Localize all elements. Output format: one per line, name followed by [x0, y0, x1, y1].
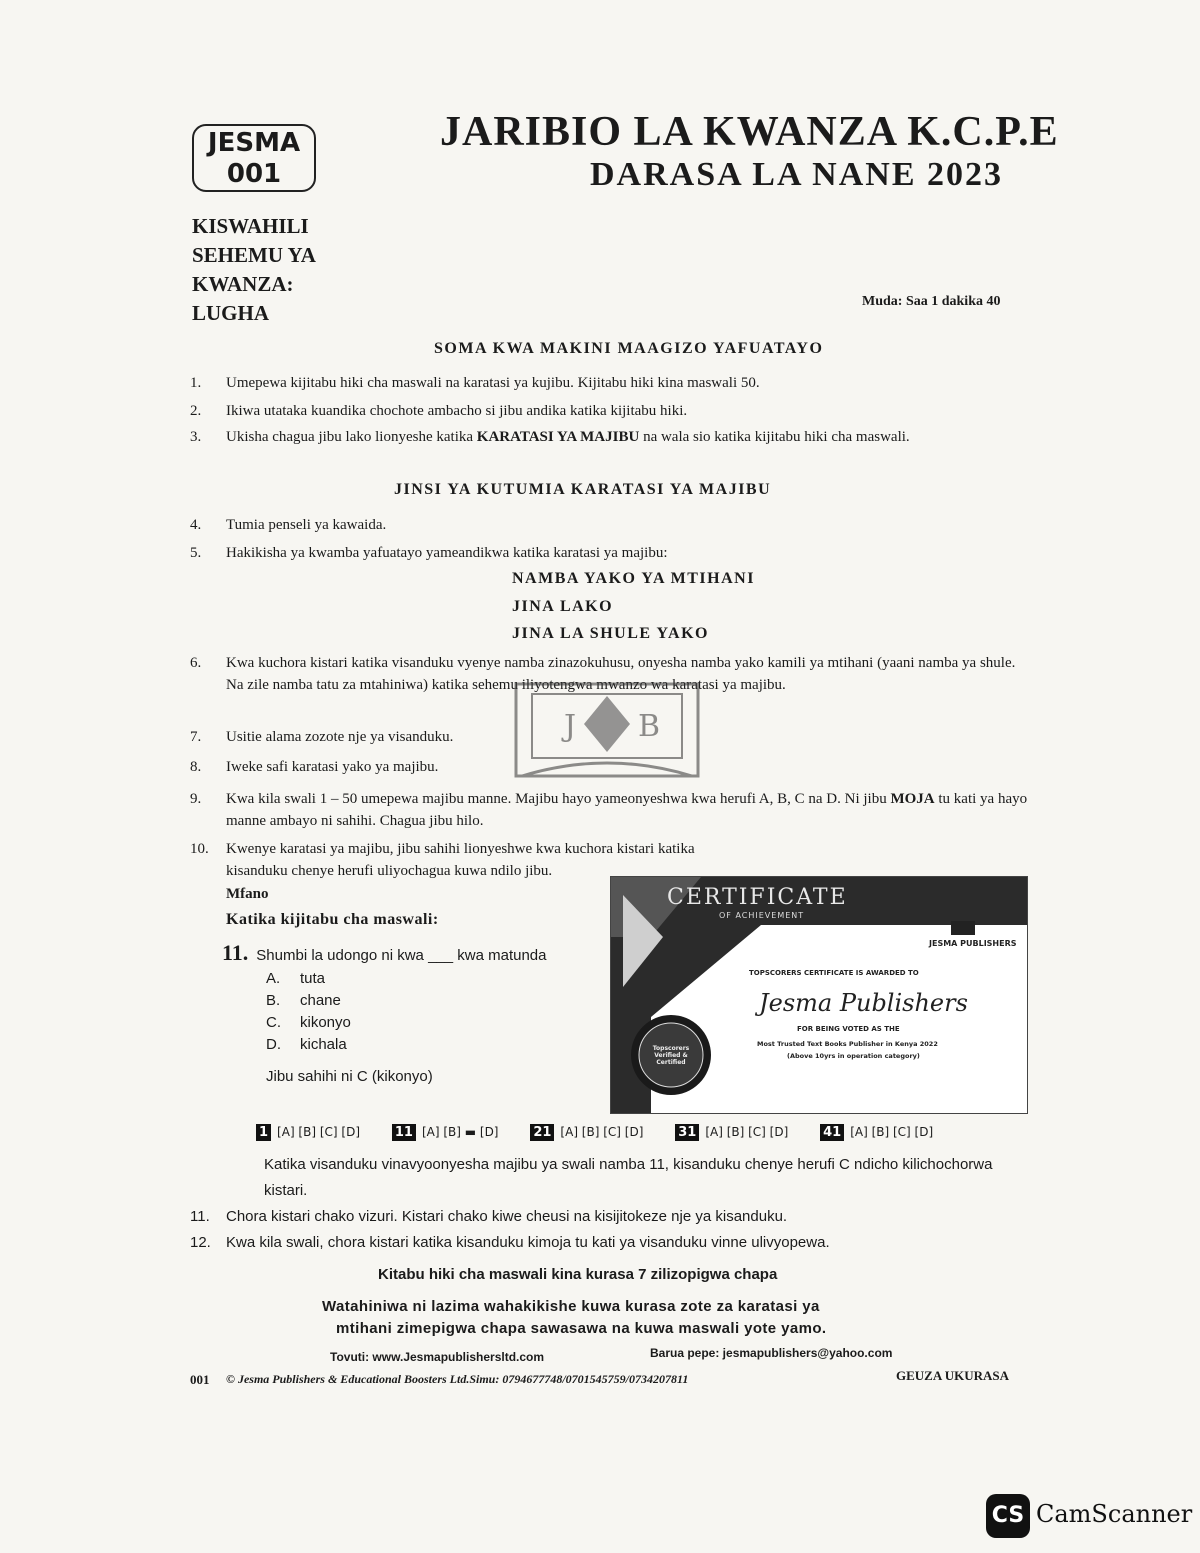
answer-options: [A] [B] [C] [D] [277, 1125, 361, 1139]
answer-number: 11 [392, 1124, 416, 1141]
instruction-item [190, 426, 1030, 448]
option-item [266, 1012, 351, 1034]
item-text: Ukisha chagua jibu lako lionyeshe katika [226, 429, 474, 445]
option-item [266, 968, 351, 990]
page-count-note: Kitabu hiki cha maswali kina kurasa 7 zilizopigwa chapa [378, 1266, 778, 1283]
option-letter: C. [266, 1014, 281, 1031]
item-number: 8. [190, 759, 202, 775]
option-letter: A. [266, 970, 281, 987]
instruction-item [190, 1232, 1030, 1254]
instruction-item [190, 788, 1030, 832]
example-label: Mfano [226, 886, 269, 902]
answer-sheet-example [256, 1124, 961, 1141]
option-text: kikonyo [300, 1014, 351, 1031]
exam-title: JARIBIO LA KWANZA K.C.P.E [440, 109, 1059, 155]
instruction-item [190, 372, 1030, 394]
option-text: kichala [300, 1036, 347, 1053]
answer-row [530, 1124, 643, 1141]
subject-line: KISWAHILI [192, 214, 309, 238]
option-item [266, 990, 351, 1012]
item-text: Chora kistari chako vizuri. Kistari chako kiwe cheusi na kisijitokeze nje ya kisanduku. [226, 1208, 788, 1225]
item-number: 1. [190, 375, 202, 391]
subject-line: SEHEMU YA [192, 243, 316, 267]
certificate-seal: Topscorers Verified & Certified [652, 1045, 690, 1066]
footer-website: Tovuti: www.Jesmapublishersltd.com [330, 1350, 545, 1364]
example-options [266, 968, 351, 1056]
field-exam-number: NAMBA YAKO YA MTIHANI [512, 570, 755, 587]
option-letter: D. [266, 1036, 281, 1053]
svg-text:J: J [564, 709, 577, 744]
footer-copyright: © Jesma Publishers & Educational Boosters Ltd.Simu: 0794677748/0701545759/0734207811 [226, 1372, 689, 1386]
field-school: JINA LA SHULE YAKO [512, 625, 709, 642]
field-name: JINA LAKO [512, 598, 614, 615]
item-number: 2. [190, 403, 202, 419]
subject-line: LUGHA [192, 301, 270, 325]
item-number: 9. [190, 791, 202, 807]
instructions-heading: SOMA KWA MAKINI MAAGIZO YAFUATAYO [434, 340, 824, 357]
certificate-publisher: JESMA PUBLISHERS [929, 939, 1017, 948]
option-text: tuta [300, 970, 326, 987]
example-question [222, 940, 546, 966]
answer-number: 1 [256, 1124, 271, 1141]
option-letter: B. [266, 992, 281, 1009]
answer-options: [A] [B] [C] [D] [850, 1125, 934, 1139]
subject-label [192, 212, 316, 328]
certificate-recipient: Jesma Publishers [759, 989, 968, 1017]
instruction-item [190, 400, 1030, 422]
answer-options: [A] [B] [C] [D] [560, 1125, 644, 1139]
item-text: Iweke safi karatasi yako ya majibu. [226, 759, 439, 775]
instruction-item [190, 542, 1030, 564]
example-intro: Katika kijitabu cha maswali: [226, 911, 439, 928]
item-text: Umepewa kijitabu hiki cha maswali na karatasi ya kujibu. Kijitabu hiki kina maswali 50. [226, 375, 760, 391]
item-text: Kwa kila swali 1 – 50 umepewa majibu manne. Majibu hayo yameonyeshwa kwa herufi A, B, C na D. Ni jibu [226, 791, 887, 807]
item-number: 5. [190, 545, 202, 561]
exam-code-box [192, 124, 316, 192]
check-note-line2: mtihani zimepigwa chapa sawasawa na kuwa maswali yote yamo. [336, 1320, 827, 1337]
answer-number: 41 [820, 1124, 844, 1141]
certificate-category-note: (Above 10yrs in operation category) [787, 1052, 920, 1060]
answer-row [392, 1124, 499, 1141]
certificate-image [610, 876, 1028, 1114]
item-text: Kwa kuchora kistari katika visanduku vyenye namba zinazokuhusu, onyesha namba yako kamili ya mtihani (yaani namba ya shule. Na zile namba tatu za mtahiniwa) katika sehemu iliyotengwa mwanzo wa karatasi ya majibu. [226, 655, 1016, 693]
check-note-line1: Watahiniwa ni lazima wahakikishe kuwa kurasa zote za karatasi ya [322, 1298, 820, 1315]
instruction-item [190, 514, 1030, 536]
item-text: Tumia penseli ya kawaida. [226, 517, 387, 533]
option-item [266, 1034, 351, 1056]
certificate-awarded: TOPSCORERS CERTIFICATE IS AWARDED TO [749, 969, 919, 977]
item-number: 10. [190, 841, 209, 857]
item-text: Hakikisha ya kwamba yafuatayo yameandikwa katika karatasi ya majibu: [226, 545, 668, 561]
answer-row [820, 1124, 933, 1141]
item-text: Kwenye karatasi ya majibu, jibu sahihi lionyeshwe kwa kuchora kistari katika kisanduku chenye herufi uliyochagua kuwa ndilo jibu. [226, 841, 695, 879]
example-question-text: Shumbi la udongo ni kwa ___ kwa matunda [256, 947, 547, 964]
example-question-number: 11. [222, 940, 249, 965]
certificate-subtitle: OF ACHIEVEMENT [719, 911, 805, 920]
exam-code-line1: JESMA [207, 128, 301, 158]
item-number: 12. [190, 1234, 211, 1251]
answer-row [675, 1124, 788, 1141]
camscanner-watermark: CamScanner [1036, 1500, 1193, 1528]
item-text: tu kati ya hayo manne ambayo ni sahihi. Chagua jibu hilo. [226, 791, 1028, 829]
answer-number: 31 [675, 1124, 699, 1141]
item-number: 6. [190, 655, 202, 671]
footer-turn-page: GEUZA UKURASA [896, 1368, 1010, 1383]
time-allowed: Muda: Saa 1 dakika 40 [862, 294, 1001, 309]
publisher-logo-watermark [512, 680, 702, 790]
subject-line: KWANZA: [192, 272, 294, 296]
item-emphasis: KARATASI YA MAJIBU [476, 429, 640, 445]
exam-code-line2: 001 [226, 159, 282, 189]
example-answer: Jibu sahihi ni C (kikonyo) [266, 1068, 433, 1085]
item-number: 7. [190, 729, 202, 745]
answer-sheet-heading: JINSI YA KUTUMIA KARATASI YA MAJIBU [394, 481, 772, 498]
item-text: Ikiwa utataka kuandika chochote ambacho si jibu andika katika kijitabu hiki. [226, 403, 688, 419]
item-text: Usitie alama zozote nje ya visanduku. [226, 729, 454, 745]
item-emphasis: MOJA [890, 791, 935, 807]
svg-text:B: B [638, 709, 661, 744]
certificate-title: CERTIFICATE [667, 885, 848, 910]
certificate-category: Most Trusted Text Books Publisher in Kenya 2022 [757, 1040, 938, 1048]
answer-options: [A] [B] ▬ [D] [421, 1125, 499, 1139]
instruction-item [190, 1206, 1030, 1228]
option-text: chane [300, 992, 341, 1009]
certificate-voted: FOR BEING VOTED AS THE [797, 1025, 900, 1033]
item-text: Kwa kila swali, chora kistari katika kisanduku kimoja tu kati ya visanduku vinne ulivyopewa. [226, 1234, 830, 1251]
item-number: 4. [190, 517, 202, 533]
answer-options: [A] [B] [C] [D] [705, 1125, 789, 1139]
item-number: 3. [190, 429, 202, 445]
exam-subtitle: DARASA LA NANE 2023 [590, 156, 1003, 193]
footer-code: 001 [190, 1372, 210, 1387]
answer-number: 21 [530, 1124, 554, 1141]
example-explanation: Katika visanduku vinavyoonyesha majibu ya swali namba 11, kisanduku chenye herufi C ndicho kilichochorwa kistari. [264, 1156, 993, 1199]
answer-row [256, 1124, 360, 1141]
item-number: 11. [190, 1208, 210, 1225]
footer-email: Barua pepe: jesmapublishers@yahoo.com [650, 1346, 893, 1360]
camscanner-logo-icon: CS [986, 1494, 1030, 1538]
item-text: na wala sio katika kijitabu hiki cha maswali. [643, 429, 910, 445]
